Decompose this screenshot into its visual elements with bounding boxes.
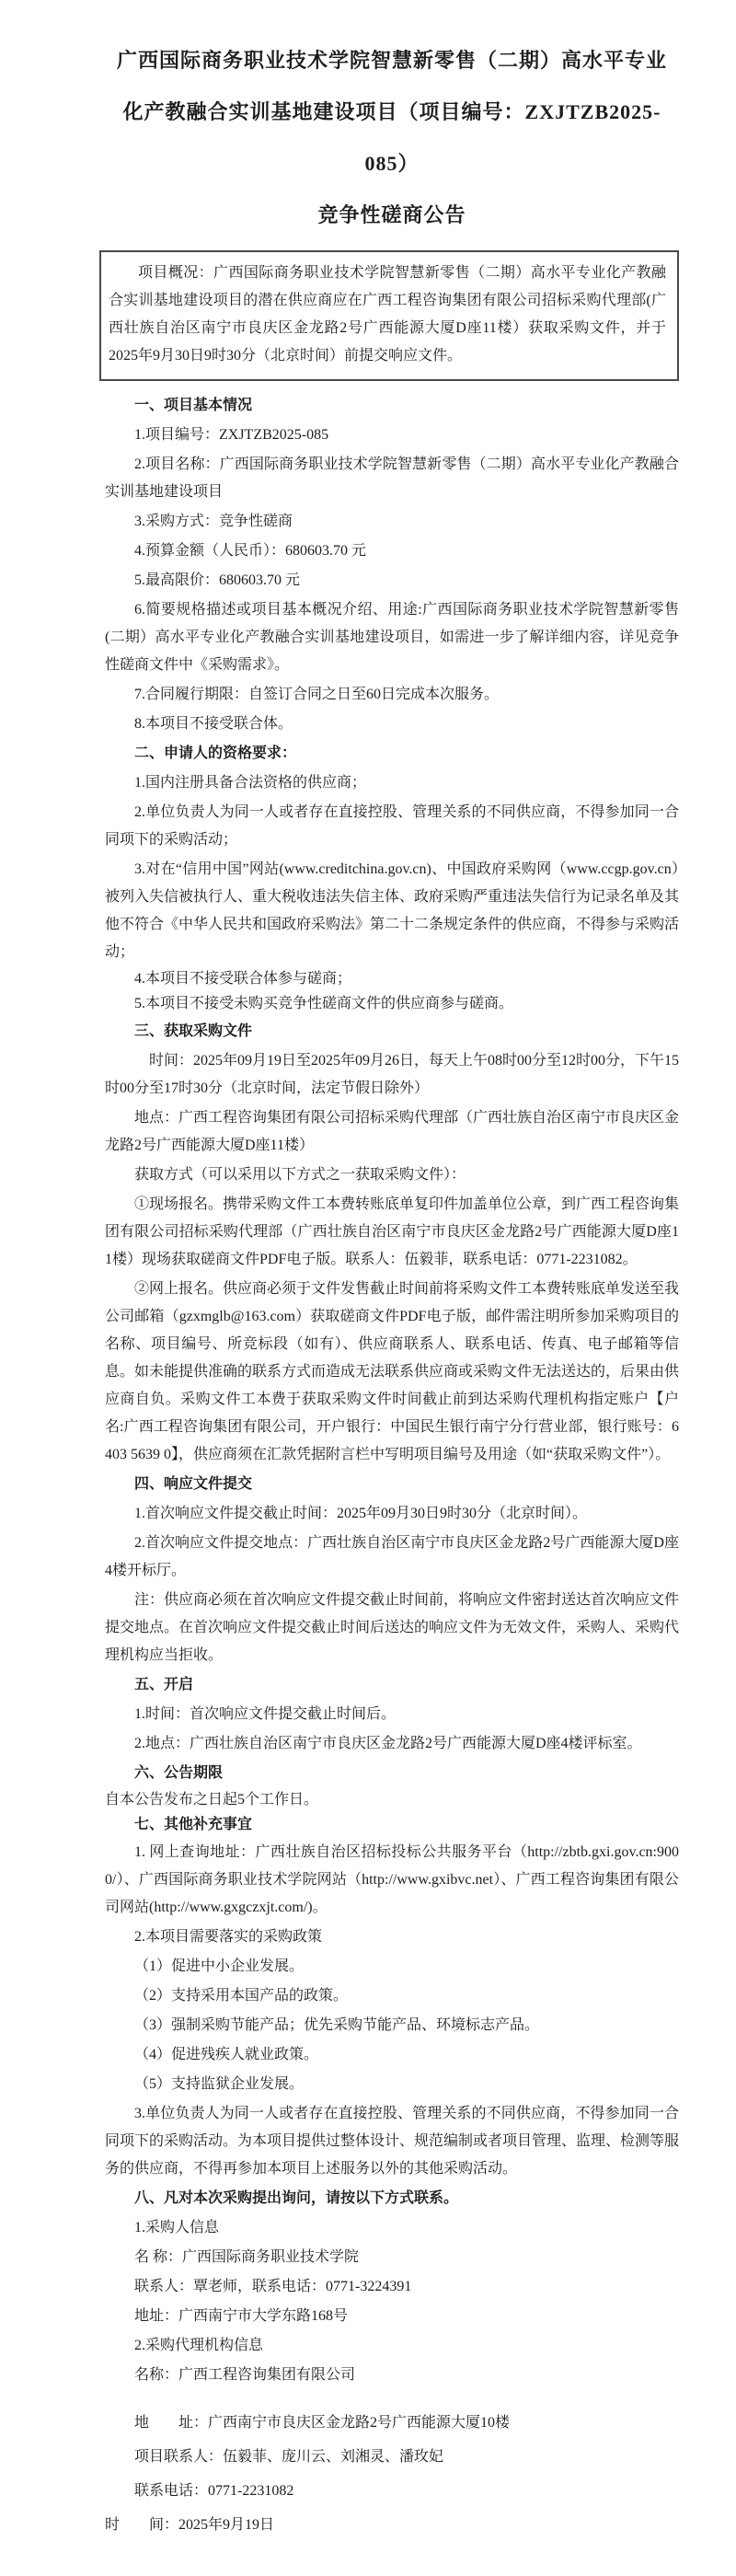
paragraph: （4）促进残疾人就业政策。	[134, 2047, 319, 2062]
project-overview-text: 项目概况：广西国际商务职业技术学院智慧新零售（二期）高水平专业化产教融合实训基地建设项目的潜在供应商应在广西工程咨询集团有限公司招标采购代理部(广西壮族自治区南宁市良庆区金龙路2号广西能源大厦D座11楼）获取采购文件，并于2025年9月30日9时30分（北京时间）前提交响应文件。	[109, 265, 666, 364]
paragraph: 2.采购代理机构信息	[134, 2338, 264, 2353]
section-heading: 四、响应文件提交	[134, 1476, 253, 1492]
paragraph: 联系人：覃老师，联系电话：0771-3224391	[134, 2279, 412, 2294]
paragraph: 6.简要规格描述或项目基本概况介绍、用途:广西国际商务职业技术学院智慧新零售(二期）高水平专业化产教融合实训基地建设项目，如需进一步了解详细内容，详见竞争性磋商文件中《采购需求》。	[105, 602, 679, 673]
paragraph: 地点：广西工程咨询集团有限公司招标采购代理部（广西壮族自治区南宁市良庆区金龙路2号广西能源大厦D座11楼）	[105, 1110, 680, 1153]
paragraph: 时间：2025年09月19日至2025年09月26日，每天上午08时00分至12时00分，下午15时00分至17时30分（北京时间，法定节假日除外）	[105, 1053, 680, 1096]
section-heading: 一、项目基本情况	[134, 398, 253, 413]
paragraph: （1）促进中小企业发展。	[134, 1958, 305, 1974]
paragraph: 1.项目编号：ZXJTZB2025-085	[134, 427, 329, 443]
paragraph: ①现场报名。携带采购文件工本费转账底单复印件加盖单位公章，到广西工程咨询集团有限公司招标采购代理部（广西壮族自治区南宁市良庆区金龙路2号广西能源大厦D座11楼）现场获取磋商文件PDF电子版。联系人：伍毅菲，联系电话：0771-2231082。	[105, 1196, 680, 1267]
paragraph: 3.采购方式：竞争性磋商	[134, 514, 293, 529]
paragraph: 1.采购人信息	[134, 2220, 220, 2235]
paragraph: 5.本项目不接受未购买竞争性磋商文件的供应商参与磋商。	[134, 996, 514, 1011]
paragraph: 名称：广西工程咨询集团有限公司	[134, 2367, 356, 2383]
paragraph: 7.合同履行期限：自签订合同之日至60日完成本次服务。	[134, 687, 500, 702]
title-line-1: 广西国际商务职业技术学院智慧新零售（二期）高水平专业	[116, 49, 667, 72]
title-line-3: 竞争性磋商公告	[317, 203, 466, 226]
paragraph: 4.本项目不接受联合体参与磋商；	[134, 971, 352, 987]
document-title	[105, 35, 679, 241]
paragraph: 5.最高限价：680603.70 元	[134, 572, 301, 588]
paragraph: 名 称：广西国际商务职业技术学院	[134, 2249, 360, 2265]
paragraph: 4.预算金额（人民币）：680603.70 元	[134, 543, 367, 559]
paragraph: 联系电话：0771-2231082	[134, 2483, 294, 2499]
paragraph: 1.首次响应文件提交截止时间：2025年09月30日9时30分（北京时间）。	[134, 1506, 588, 1521]
paragraph: 2.地点：广西壮族自治区南宁市良庆区金龙路2号广西能源大厦D座4楼评标室。	[134, 1736, 642, 1751]
paragraph: 2.单位负责人为同一人或者存在直接控股、管理关系的不同供应商，不得参加同一合同项下的采购活动；	[105, 804, 679, 848]
paragraph: 2.本项目需要落实的采购政策	[134, 1929, 323, 1945]
paragraph: 3.单位负责人为同一人或者存在直接控股、管理关系的不同供应商，不得参加同一合同项下的采购活动。为本项目提供过整体设计、规范编制或者项目管理、监理、检测等服务的供应商，不得再参加本项目上述服务以外的其他采购活动。	[105, 2106, 680, 2177]
document-body	[105, 392, 679, 2539]
paragraph: 地址：广西南宁市大学东路168号	[134, 2308, 349, 2324]
section-heading: 八、凡对本次采购提出询问，请按以下方式联系。	[134, 2190, 459, 2206]
paragraph: 8.本项目不接受联合体。	[134, 716, 293, 732]
paragraph: （2）支持采用本国产品的政策。	[134, 1988, 349, 2004]
paragraph: 注：供应商必须在首次响应文件提交截止时间前，将响应文件密封送达首次响应文件提交地点。在首次响应文件提交截止时间后送达的响应文件为无效文件，采购人、采购代理机构应当拒收。	[105, 1592, 680, 1663]
section-heading: 七、其他补充事宜	[134, 1817, 253, 1832]
section-heading: 三、获取采购文件	[134, 1023, 253, 1039]
paragraph: （3）强制采购节能产品；优先采购节能产品、环境标志产品。	[134, 2017, 540, 2033]
section-heading: 六、公告期限	[134, 1765, 224, 1781]
paragraph: 1.国内注册具备合法资格的供应商；	[134, 775, 367, 791]
title-line-2: 化产教融合实训基地建设项目（项目编号：ZXJTZB2025-085）	[122, 100, 661, 175]
paragraph: （5）支持监狱企业发展。	[134, 2076, 305, 2092]
paragraph: ②网上报名。供应商必须于文件发售截止时间前将采购文件工本费转账底单发送至我公司邮箱（gzxmglb@163.com）获取磋商文件PDF电子版，邮件需注明所参加采购项目的名称、项目编号、所竞标段（如有）、供应商联系人、联系电话、传真、电子邮箱等信息。如未能提供准确的联系方式而造成无法联系供应商或采购文件无法送达的，后果由供应商自负。采购文件工本费于获取采购文件时间截止前到达采购代理机构指定账户【户名:广西工程咨询集团有限公司，开户银行：中国民生银行南宁分行营业部，银行账号：6403 5639 0】，供应商须在汇款凭据附言栏中写明项目编号及用途（如“获取采购文件”）。	[105, 1281, 680, 1462]
section-heading: 五、开启	[134, 1677, 194, 1692]
paragraph: 2.项目名称：广西国际商务职业技术学院智慧新零售（二期）高水平专业化产教融合实训基地建设项目	[105, 456, 679, 500]
paragraph: 时 间：2025年9月19日	[105, 2517, 275, 2533]
paragraph: 项目联系人：伍毅菲、庞川云、刘湘灵、潘玫妃	[134, 2449, 444, 2465]
project-overview-box	[99, 250, 679, 381]
paragraph: 3.对在“信用中国”网站(www.creditchina.gov.cn)、中国政府采购网（www.ccgp.gov.cn）被列入失信被执行人、重大税收违法失信主体、政府采购严重违法失信行为记录名单及其他不符合《中华人民共和国政府采购法》第二十二条规定条件的供应商，不得参与采购活动；	[105, 861, 680, 960]
paragraph: 自本公告发布之日起5个工作日。	[105, 1792, 319, 1808]
paragraph: 地 址：广西南宁市良庆区金龙路2号广西能源大厦10楼	[134, 2415, 511, 2431]
paragraph: 获取方式（可以采用以下方式之一获取采购文件）：	[134, 1167, 466, 1183]
section-heading: 二、申请人的资格要求：	[134, 745, 297, 761]
paragraph: 1.时间：首次响应文件提交截止时间后。	[134, 1706, 397, 1722]
paragraph: 1. 网上查询地址：广西壮族自治区招标投标公共服务平台（http://zbtb.gxi.gov.cn:9000/）、广西国际商务职业技术学院网站（http://www.gxibvc.net）、广西工程咨询集团有限公司网站(http://www.gxgczxjt.com/)。	[105, 1844, 679, 1915]
paragraph: 2.首次响应文件提交地点：广西壮族自治区南宁市良庆区金龙路2号广西能源大厦D座4楼开标厅。	[105, 1535, 679, 1578]
